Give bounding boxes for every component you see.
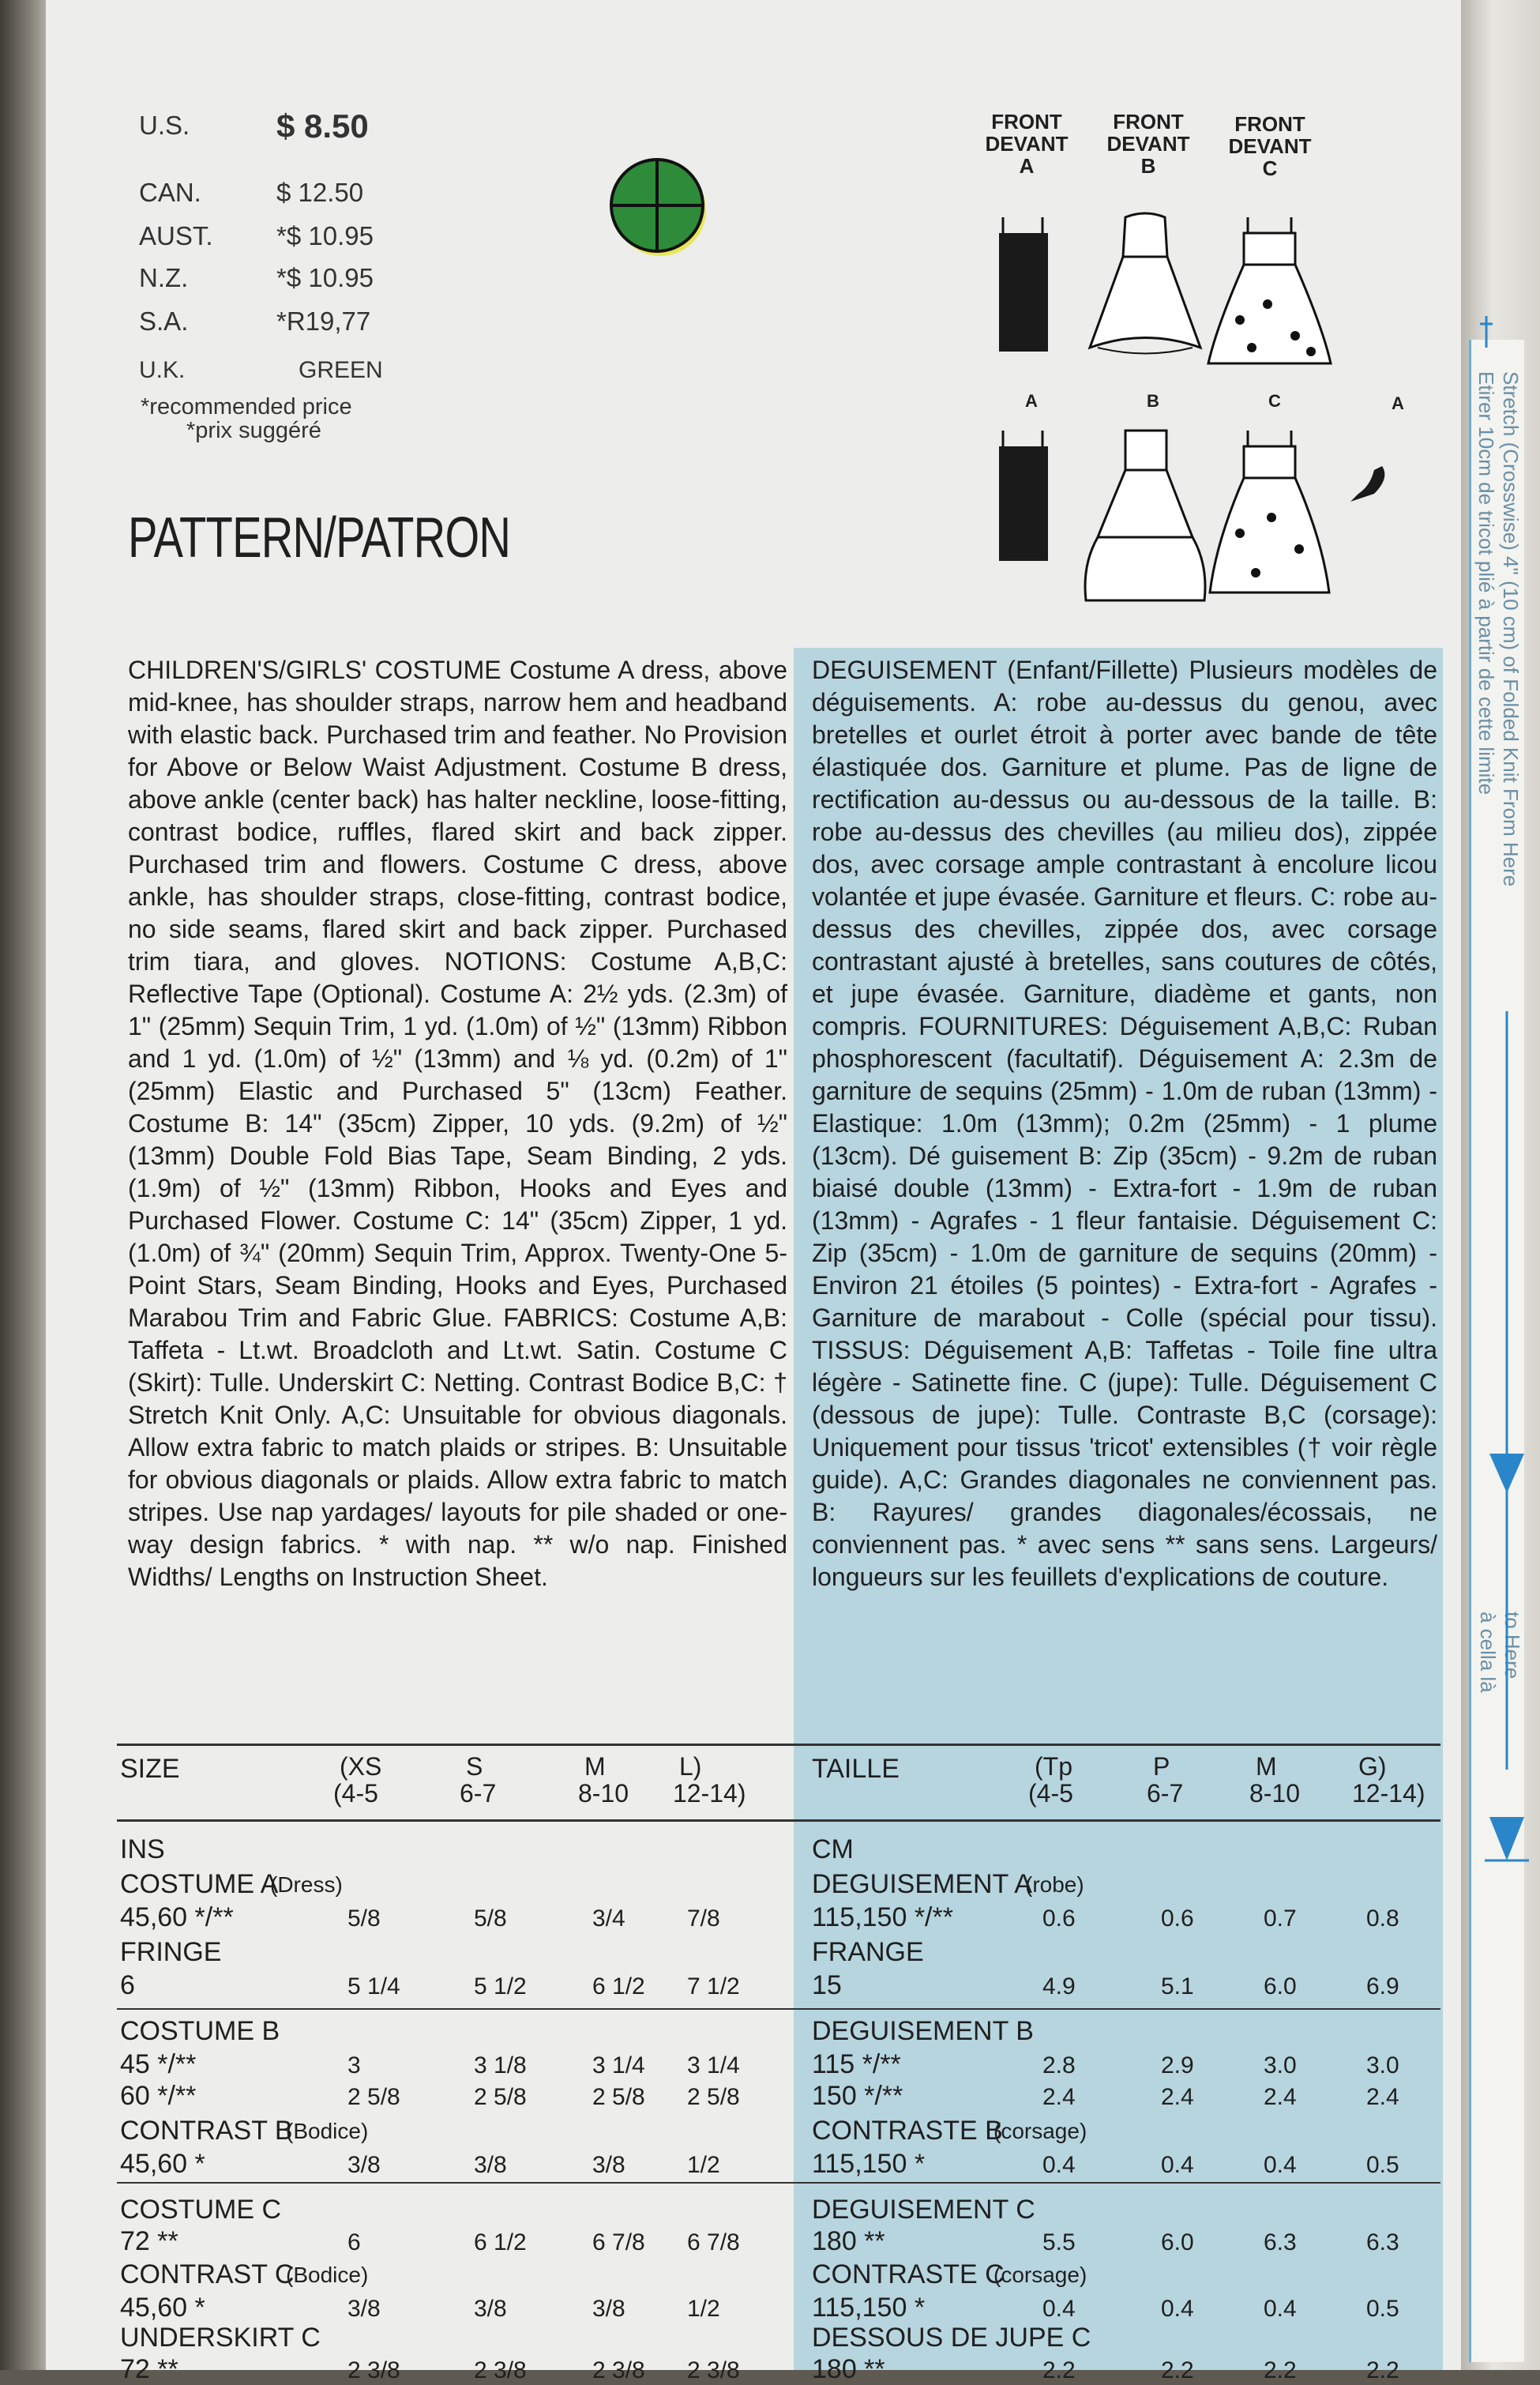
table-cell: 2.2 [1366, 2357, 1399, 2383]
table-cell: 6.3 [1366, 2229, 1399, 2255]
table-row-label: FRINGE [120, 1937, 222, 1967]
table-cell: 6 [347, 2229, 361, 2255]
table-cell: 6 7/8 [592, 2229, 645, 2255]
table-row-label: DEGUISEMENT C [812, 2195, 1035, 2225]
front-label-a: FRONT DEVANT A [985, 110, 1069, 178]
table-cell: 7/8 [687, 1905, 720, 1932]
table-row-label: 45 */** [120, 2049, 197, 2079]
table-cell: 5.5 [1042, 2229, 1076, 2255]
price-region: CAN. [139, 178, 201, 207]
table-cell: 2.2 [1264, 2357, 1297, 2383]
price-note-en: *recommended price [141, 394, 352, 419]
table-cell: 3/8 [347, 2152, 381, 2178]
table-row-label: DEGUISEMENT B [812, 2016, 1034, 2046]
price-note-fr: *prix suggéré [186, 418, 321, 443]
table-row-label: 15 [812, 1970, 842, 2000]
table-cell: 3.0 [1264, 2052, 1297, 2078]
table-size-range: 8-10 [1249, 1779, 1301, 1808]
table-row-sublabel: (Bodice) [286, 2119, 369, 2143]
table-cell: 6 1/2 [474, 2229, 527, 2255]
table-cell: 2 5/8 [687, 2084, 740, 2110]
table-cell: 3 1/4 [592, 2052, 645, 2078]
back-label-a2: A [1392, 393, 1404, 413]
table-row-rule [117, 2008, 1440, 2010]
table-row-label: 115,150 * [812, 2293, 926, 2323]
table-cell: 3/4 [592, 1905, 625, 1932]
table-cell: 0.6 [1042, 1905, 1076, 1932]
table-row-label: 115,150 * [812, 2149, 926, 2179]
table-size-range: 12-14) [1352, 1779, 1425, 1808]
back-label-b: B [1147, 391, 1159, 411]
price-amount: *R19,77 [276, 307, 371, 336]
table-cell: 1/2 [687, 2296, 720, 2322]
dress-b-back-icon [1085, 431, 1205, 600]
table-cell: 2 5/8 [592, 2084, 645, 2110]
price-amount: *$ 10.95 [276, 221, 374, 250]
table-row-sublabel: (Dress) [270, 1872, 343, 1897]
table-cell: 3 1/8 [474, 2052, 527, 2078]
table-row-sublabel: (robe) [1025, 1872, 1084, 1897]
table-cell: 5/8 [347, 1905, 381, 1932]
table-size-header: M [584, 1752, 606, 1781]
table-cell: 2 3/8 [474, 2357, 527, 2383]
table-row-sublabel: (corsage) [993, 2263, 1087, 2287]
table-size-header: S [466, 1752, 483, 1781]
table-cell: 6.0 [1161, 2229, 1194, 2255]
stretch-guide-here: to Here à cella là [1476, 1612, 1524, 1693]
table-size-range: 12-14) [673, 1779, 746, 1808]
table-cell: 6.0 [1264, 1973, 1297, 1999]
table-cell: 2 3/8 [347, 2357, 400, 2383]
table-cell: 2.4 [1366, 2084, 1399, 2110]
table-cell: 0.4 [1264, 2152, 1297, 2178]
table-size-header: L) [679, 1752, 702, 1781]
table-cell: 2.4 [1161, 2084, 1194, 2110]
table-cell: 0.8 [1366, 1905, 1399, 1932]
table-size-range: 6-7 [1147, 1779, 1184, 1808]
price-amount: $ 8.50 [276, 107, 369, 145]
table-size-header: G) [1358, 1752, 1387, 1781]
table-cell: 2 3/8 [687, 2357, 740, 2383]
table-size-range: 6-7 [460, 1779, 497, 1808]
table-size-label: SIZE [120, 1754, 180, 1784]
table-cell: 6.9 [1366, 1973, 1399, 1999]
table-cell: 5 1/4 [347, 1973, 400, 1999]
table-cell: 2.8 [1042, 2052, 1076, 2078]
arrow-down-icon [1489, 1817, 1524, 1860]
table-cell: 6 1/2 [592, 1973, 645, 1999]
stretch-guide-text: Stretch (Crosswise) 4" (10 cm) of Folded Knit From Here Etirer 10cm de tricot plié à partir de cette limite [1474, 371, 1523, 887]
table-cell: 2.2 [1042, 2357, 1076, 2383]
table-cell: 5.1 [1161, 1973, 1194, 1999]
table-row-label: 72 ** [120, 2354, 178, 2384]
table-row-label: FRANGE [812, 1937, 924, 1967]
table-cell: 0.5 [1366, 2152, 1399, 2178]
back-label-c: C [1268, 391, 1281, 411]
green-circle-logo-icon [608, 156, 711, 259]
table-row-label: 115,150 */** [812, 1902, 953, 1932]
table-row-label: DESSOUS DE JUPE C [812, 2323, 1091, 2353]
table-cell: 3/8 [592, 2152, 625, 2178]
table-cell: 2 5/8 [474, 2084, 527, 2110]
table-cell: 0.6 [1161, 1905, 1194, 1932]
table-cell: 2.4 [1264, 2084, 1297, 2110]
table-cell: 6.3 [1264, 2229, 1297, 2255]
table-row-rule [117, 2182, 1440, 2184]
table-cell: 2 5/8 [347, 2084, 400, 2110]
page-title: PATTERN/PATRON [128, 506, 511, 570]
table-cell: 2.2 [1161, 2357, 1194, 2383]
table-row-label: 45,60 */** [120, 1902, 234, 1932]
table-row-label: CONTRASTE B [812, 2116, 1003, 2146]
table-size-header: (XS [340, 1752, 382, 1781]
table-unit: INS [120, 1834, 165, 1864]
table-cell: 3/8 [474, 2152, 507, 2178]
description-english: CHILDREN'S/GIRLS' COSTUME Costume A dress, above mid-knee, has shoulder straps, narrow hem and headband with elastic back. Purchased trim and feather. No Provision for Above or Below Waist Adjustment. Costume B dress, above ankle (center back) has halter neckline, loose-fitting, contrast bodice, ruffles, flared skirt and back zipper. Purchased trim and flowers. Costume C dress, above ankle, has shoulder straps, close-fitting, contrast bodice, no side seams, flared skirt and back zipper. Purchased trim tiara, and gloves. NOTIONS: Costume A,B,C: Reflective Tape (Optional). Costume A: 2½ yds. (2.3m) of 1" (25mm) Sequin Trim, 1 yd. (1.0m) of ½" (13mm) Ribbon and 1 yd. (1.0m) of ½" (13mm) and ⅛ yd. (0.2m) of 1" (25mm) Elastic and Purchased 5" (13cm) Feather. Costume B: 14" (35cm) Zipper, 10 yds. (9.2m) of ½" (13mm) Double Fold Bias Tape, Seam Binding, 2 yds. (1.9m) of ½" (13mm) Ribbon, Hooks and Eyes and Purchased Flower. Costume C: 14" (35cm) Zipper, 1 yd. (1.0m) of ¾" (20mm) Sequin Trim, Approx. Twenty-One 5-Point Stars, Seam Binding, Hooks and Eyes, Purchased Marabou Trim and Fabric Glue. FABRICS: Costume A,B: Taffeta - Lt.wt. Broadcloth and Lt.wt. Satin. Costume C (Skirt): Tulle. Underskirt C: Netting. Contrast Bodice B,C: † Stretch Knit Only. A,C: Unsuitable for obvious diagonals. Allow extra fabric to match plaids or stripes. B: Unsuitable for obvious diagonals or plaids. Allow extra fabric to match stripes. Use nap yardages/ layouts for pile shaded or one-way design fabrics. * with nap. ** w/o nap. Finished Widths/ Lengths on Instruction Sheet. [128, 656, 787, 1591]
table-row-label: 72 ** [120, 2226, 178, 2256]
table-size-range: (4-5 [333, 1779, 378, 1808]
table-cell: 7 1/2 [687, 1973, 740, 1999]
table-cell: 1/2 [687, 2152, 720, 2178]
table-cell: 0.4 [1161, 2296, 1194, 2322]
table-size-header: M [1256, 1752, 1277, 1781]
front-label-c: FRONT DEVANT C [1228, 112, 1312, 180]
table-cell: 0.4 [1042, 2152, 1076, 2178]
table-cell: 0.4 [1161, 2152, 1194, 2178]
table-cell: 3/8 [592, 2296, 625, 2322]
table-row-label: CONTRASTE C [812, 2259, 1005, 2289]
table-cell: 3 1/4 [687, 2052, 740, 2078]
price-region: N.Z. [139, 263, 189, 292]
description-french: DEGUISEMENT (Enfant/Fillette) Plusieurs modèles de déguisements. A: robe au-dessus du genou, avec bretelles et ourlet étroit à porter avec bande de tête élastiquée dos. Garniture et plume. Pas de ligne de rectification au-dessus ou au-dessous de la taille. B: robe au-dessus des chevilles (au milieu dos), zippée dos, avec corsage ample contrastant à encolure licou volantée et jupe évasée. Garniture et fleurs. C: robe au-dessus des chevilles, zippée dos, avec corsage contrastant ajusté à bretelles, sans coutures de côtés, et jupe évasée. Garniture, diadème et gants, non compris. FOURNITURES: Déguisement A,B,C: Ruban phosphorescent (facultatif). Déguisement A: 2.3m de garniture de sequins (25mm) - 1.0m de ruban (13mm) - Elastique: 1.0m (13mm); 0.2m (25mm) - 1 plume (13cm). Dé guisement B: Zip (35cm) - 9.2m de ruban biaisé double (13mm) - Extra-fort - 1.9m de ruban (13mm) - Agrafes - 1 fleur fantaisie. Déguisement C: Zip (35cm) - 1.0m de garniture de sequins (20mm) - Environ 21 étoiles (5 pointes) - Extra-fort - Agrafes - Garniture de marabout - Colle (spécial pour tissu). TISSUS: Déguisement A,B: Taffetas - Toile fine ultra légère - Satinette fine. C (jupe): Tulle. Déguisement C (dessous de jupe): Tulle. Contraste B,C (corsage): Uniquement pour tissus 'tricot' extensibles († voir règle guide). A,C: Grandes diagonales ne conviennent pas. B: Rayures/ grandes diagonales/écossais, ne conviennent pas. * avec sens ** sans sens. Largeurs/ longueurs sur les feuillets d'explications de couture. [812, 656, 1437, 1591]
price-amount: GREEN [299, 357, 383, 383]
price-amount: *$ 10.95 [276, 263, 374, 292]
table-cell: 4.9 [1042, 1973, 1076, 1999]
table-cell: 3/8 [474, 2296, 507, 2322]
headband-a-icon [1350, 466, 1384, 502]
table-cell: 2.4 [1042, 2084, 1076, 2110]
price-region: S.A. [139, 307, 189, 336]
table-row-label: COSTUME A [120, 1869, 279, 1899]
table-size-header: (Tp [1035, 1752, 1072, 1781]
dress-c-back-icon [1210, 431, 1329, 592]
table-row-label: UNDERSKIRT C [120, 2323, 321, 2353]
table-cell: 6 7/8 [687, 2229, 740, 2255]
table-cell: 3 [347, 2052, 361, 2078]
table-cell: 5/8 [474, 1905, 507, 1932]
price-region: U.S. [139, 111, 190, 140]
table-row-label: 60 */** [120, 2081, 197, 2111]
table-unit: CM [812, 1834, 854, 1864]
dress-c-front-icon [1208, 217, 1331, 363]
table-row-label: 45,60 * [120, 2293, 205, 2323]
dress-a-front-icon [999, 217, 1048, 352]
table-row-label: COSTUME C [120, 2195, 281, 2225]
dress-a-back-icon [999, 431, 1048, 561]
table-cell: 5 1/2 [474, 1973, 527, 1999]
table-size-range: 8-10 [578, 1779, 629, 1808]
table-row-label: DEGUISEMENT A [812, 1869, 1032, 1899]
table-row-label: 180 ** [812, 2354, 885, 2384]
back-label-a: A [1025, 391, 1038, 411]
table-row-label: 150 */** [812, 2081, 903, 2111]
table-cell: 3/8 [347, 2296, 381, 2322]
price-amount: $ 12.50 [276, 178, 364, 207]
table-row-sublabel: (Bodice) [286, 2263, 369, 2287]
table-size-range: (4-5 [1028, 1779, 1073, 1808]
table-cell: 0.7 [1264, 1905, 1297, 1932]
garment-illustrations [979, 201, 1422, 612]
front-label-b: FRONT DEVANT B [1106, 110, 1190, 178]
table-size-label: TAILLE [812, 1754, 900, 1784]
table-row-label: COSTUME B [120, 2016, 280, 2046]
table-cell: 3.0 [1366, 2052, 1399, 2078]
table-cell: 2.9 [1161, 2052, 1194, 2078]
stretch-arrows [1469, 300, 1532, 2370]
table-cell: 0.5 [1366, 2296, 1399, 2322]
table-row-label: 180 ** [812, 2226, 885, 2256]
table-row-label: 45,60 * [120, 2149, 205, 2179]
table-row-label: CONTRAST B [120, 2116, 293, 2146]
table-size-header: P [1153, 1752, 1170, 1781]
table-row-label: 115 */** [812, 2049, 901, 2079]
price-region: U.K. [139, 357, 186, 383]
table-cell: 0.4 [1042, 2296, 1076, 2322]
table-cell: 0.4 [1264, 2296, 1297, 2322]
table-row-sublabel: (corsage) [993, 2119, 1087, 2143]
table-header-rule [117, 1819, 1440, 1822]
table-top-rule [117, 1744, 1440, 1746]
table-row-label: CONTRAST C [120, 2259, 295, 2289]
price-region: AUST. [139, 221, 213, 250]
table-row-label: 6 [120, 1970, 135, 2000]
table-cell: 2 3/8 [592, 2357, 645, 2383]
dress-b-front-icon [1090, 213, 1200, 354]
